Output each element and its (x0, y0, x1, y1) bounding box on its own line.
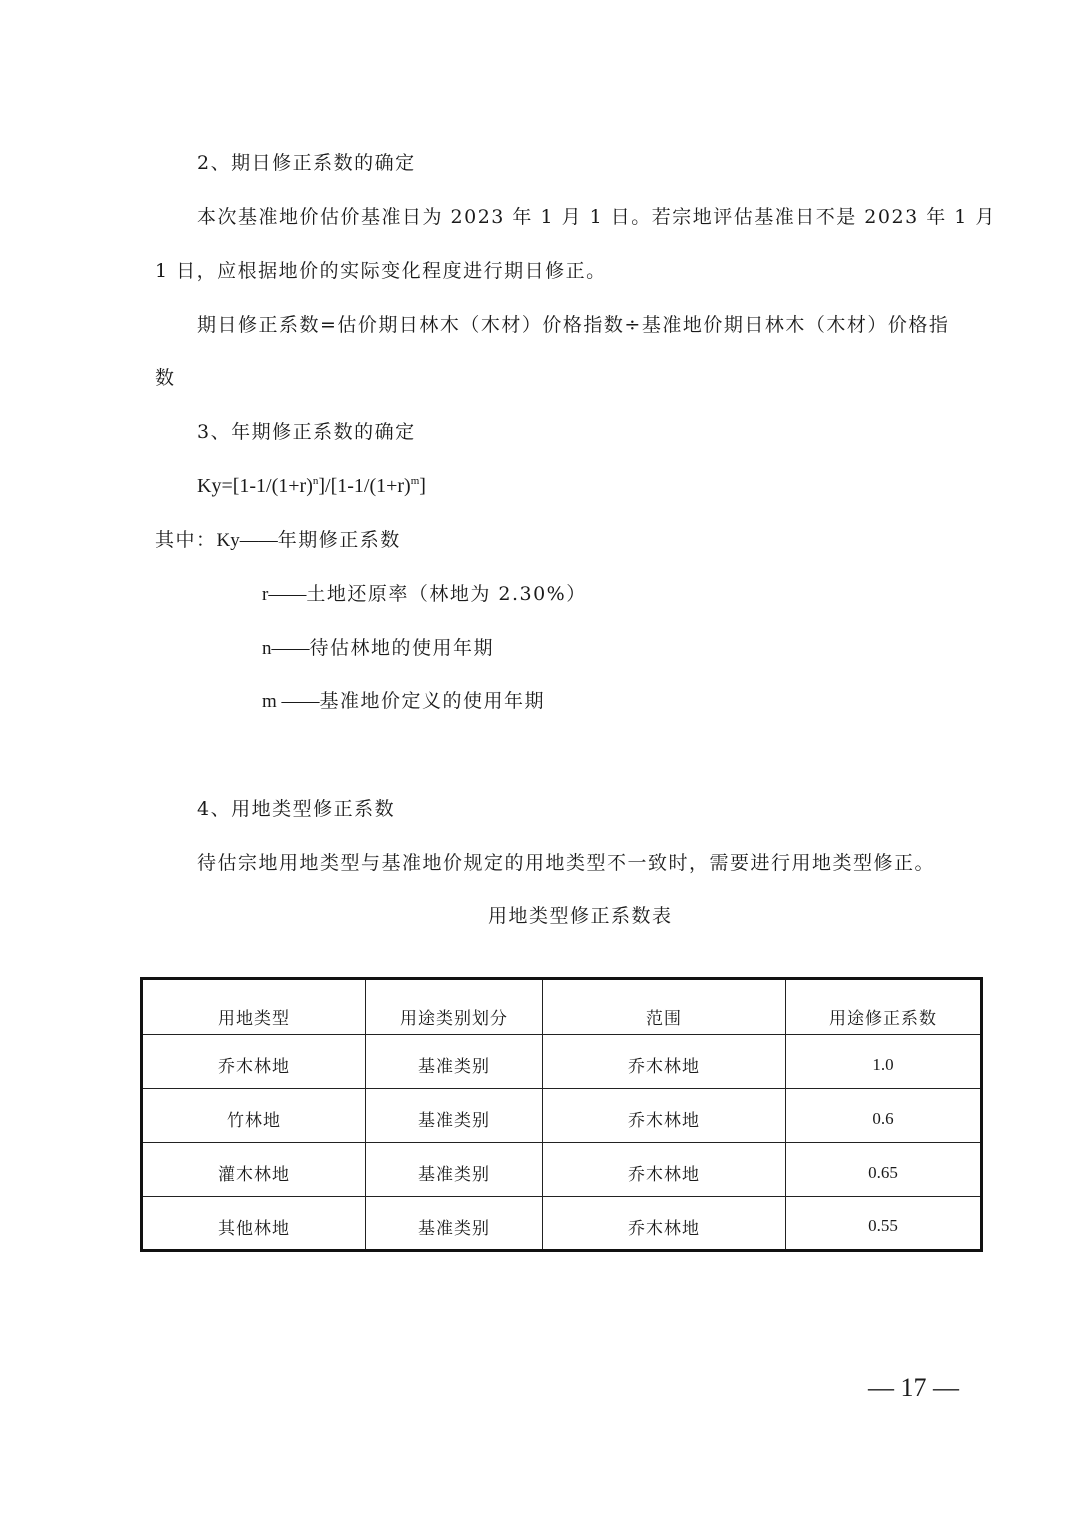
definition-symbol: r (262, 584, 269, 605)
page-number: — 17 — (868, 1373, 959, 1402)
definition-dash: —— (281, 691, 320, 712)
cell-use-category: 基准类别 (366, 1089, 543, 1143)
land-type-correction-table (140, 977, 983, 1252)
cell-land-type: 灌木林地 (142, 1143, 366, 1197)
cell-use-category: 基准类别 (366, 1143, 543, 1197)
cell-coefficient: 1.0 (786, 1035, 982, 1089)
section-4-heading: 4、用地类型修正系数 (197, 798, 396, 820)
section-4-paragraph: 待估宗地用地类型与基准地价规定的用地类型不一致时，需要进行用地类型修正。 (197, 852, 936, 874)
definition-r (262, 582, 587, 607)
where-label: 其中： (155, 529, 217, 551)
definition-text: 土地还原率（林地为 2.30%） (306, 583, 587, 605)
cell-scope: 乔木林地 (543, 1197, 786, 1251)
cell-coefficient: 0.6 (786, 1089, 982, 1143)
table-title: 用地类型修正系数表 (488, 905, 673, 927)
definition-symbol: m (262, 691, 282, 712)
header-scope: 范围 (543, 979, 786, 1035)
definition-symbol: Ky (216, 530, 240, 551)
formula (197, 474, 426, 498)
cell-scope: 乔木林地 (543, 1143, 786, 1197)
table-header-row (142, 979, 982, 1035)
table-row (142, 1089, 982, 1143)
formula-exponent-n: n (312, 475, 319, 487)
cell-coefficient: 0.65 (786, 1143, 982, 1197)
definition-symbol: n (262, 638, 272, 659)
section-3-heading: 3、年期修正系数的确定 (197, 421, 416, 443)
cell-use-category: 基准类别 (366, 1197, 543, 1251)
cell-land-type: 其他林地 (142, 1197, 366, 1251)
section-2-paragraph-2-line-1: 期日修正系数=估价期日林木（木材）价格指数÷基准地价期日林木（木材）价格指 (197, 314, 950, 336)
formula-exponent-m: m (410, 475, 420, 487)
cell-land-type: 乔木林地 (142, 1035, 366, 1089)
definition-ky (155, 528, 401, 553)
header-use-category: 用途类别划分 (366, 979, 543, 1035)
definition-dash: —— (271, 638, 310, 659)
definition-text: 年期修正系数 (277, 529, 401, 551)
table-row (142, 1035, 982, 1089)
section-2-paragraph-1-line-2: 1 日，应根据地价的实际变化程度进行期日修正。 (155, 260, 607, 282)
definition-n (262, 636, 494, 661)
formula-part-3: ] (419, 475, 426, 497)
cell-land-type: 竹林地 (142, 1089, 366, 1143)
definition-dash: —— (268, 584, 307, 605)
cell-use-category: 基准类别 (366, 1035, 543, 1089)
section-2-heading: 2、期日修正系数的确定 (197, 152, 416, 174)
header-land-type: 用地类型 (142, 979, 366, 1035)
header-correction-coefficient: 用途修正系数 (786, 979, 982, 1035)
cell-scope: 乔木林地 (543, 1035, 786, 1089)
definition-m (262, 689, 545, 714)
section-2-paragraph-1-line-1: 本次基准地价估价基准日为 2023 年 1 月 1 日。若宗地评估基准日不是 2023 年 1 月 (197, 206, 996, 228)
section-2-paragraph-2-line-2: 数 (155, 367, 176, 389)
cell-coefficient: 0.55 (786, 1197, 982, 1251)
definition-text: 待估林地的使用年期 (309, 637, 495, 659)
definition-text: 基准地价定义的使用年期 (319, 690, 546, 712)
table-row (142, 1143, 982, 1197)
definition-dash: —— (239, 530, 278, 551)
table-row (142, 1197, 982, 1251)
formula-part-2: ]/[1-1/(1+r) (318, 475, 411, 497)
cell-scope: 乔木林地 (543, 1089, 786, 1143)
formula-part-1: Ky=[1-1/(1+r) (197, 475, 313, 497)
